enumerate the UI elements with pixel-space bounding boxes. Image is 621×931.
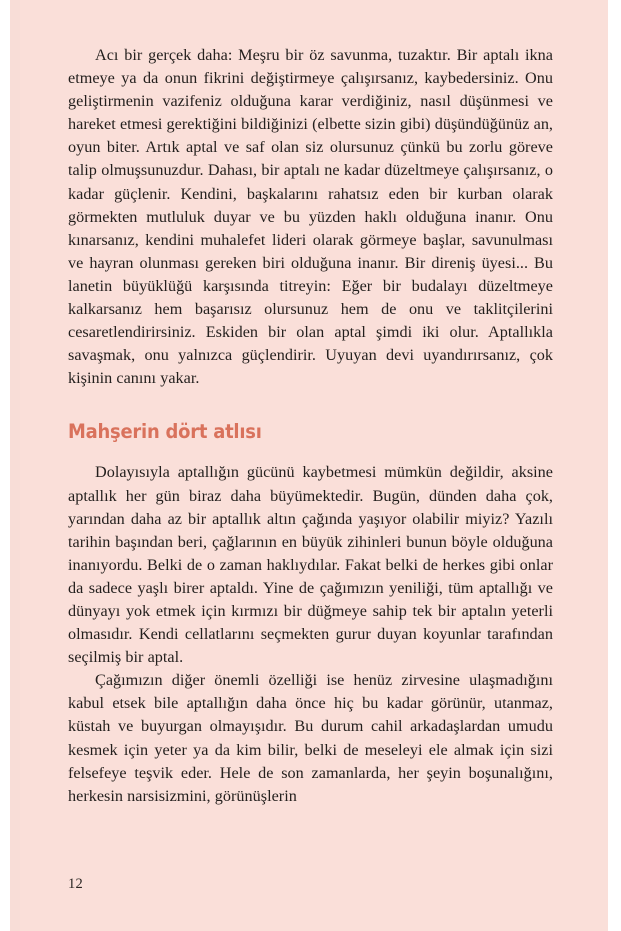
text-column — [68, 44, 553, 808]
page-gutter-shading — [10, 0, 20, 931]
paragraph-1: Acı bir gerçek daha: Meşru bir öz savunma, tuzaktır. Bir aptalı ikna etmeye ya da onun fikrini değiştirmeye çalışırsanız, kaybedersiniz. Onu geliştirmenin vazifeniz olduğuna karar verdiğiniz, nasıl düşünmesi ve hareket etmesi gerektiğini bildiğinizi (elbette sizin gibi) düşündüğünüz an, oyun biter. Artık aptal ve saf olan siz olursunuz çünkü bu zorlu göreve talip olmuşsunuzdur. Dahası, bir aptalı ne kadar düzeltmeye çalışırsanız, o kadar güçlenir. Kendini, başkalarını rahatsız eden bir kurban olarak görmekten mutluluk duyar ve bu yüzden haklı olduğuna inanır. Onu kınarsanız, kendini muhalefet lideri olarak görmeye başlar, savunulması ve hayran olunması gereken biri olduğuna inanır. Bir direniş üyesi... Bu lanetin büyüklüğü karşısında titreyin: Eğer bir budalayı düzeltmeye kalkarsanız hem başarısız olursunuz hem de onu ve taklitçilerini cesaretlendirirsiniz. Eskiden bir olan aptal şimdi iki olur. Aptallıkla savaşmak, onu yalnızca güçlendirir. Uyuyan devi uyandırırsanız, çok kişinin canını yakar. — [68, 46, 553, 388]
paragraph-3: Çağımızın diğer önemli özelliği ise henüz zirvesine ulaşmadığını kabul etsek bile aptallığın daha önce hiç bu kadar görünür, utanmaz, küstah ve buyurgan olmayışıdır. Bu durum cahil arkadaşlardan umudu kesmek için yeter ya da kim bilir, belki de meseleyi ele almak için sizi felsefeye teşvik eder. Hele de son zamanlarda, her şeyin boşunalığını, herkesin narsisizmini, görünüşlerin — [68, 671, 553, 805]
section-heading: Mahşerin dört atlısı — [68, 420, 262, 444]
page-number: 12 — [68, 876, 83, 892]
book-page-sheet — [10, 0, 608, 931]
paragraph-2: Dolayısıyla aptallığın gücünü kaybetmesi mümkün değildir, aksine aptallık her gün biraz daha büyümektedir. Bugün, dünden daha çok, yarından daha az bir aptallık altın çağında yaşıyor olabilir miyiz? Yazılı tarihin başından beri, çağlarının en büyük zihinleri bunun böyle olduğuna inanıyordu. Belki de o zaman haklıydılar. Fakat belki de herkes gibi onlar da sadece yaşlı birer aptaldı. Yine de çağımızın yeniliği, tüm aptallığı ve dünyayı yok etmek için kırmızı bir düğmeye sahip tek bir aptalın yeterli olmasıdır. Kendi cellatlarını seçmekten gurur duyan koyunlar tarafından seçilmiş bir aptal. — [68, 463, 553, 667]
section-heading-block — [68, 420, 553, 443]
